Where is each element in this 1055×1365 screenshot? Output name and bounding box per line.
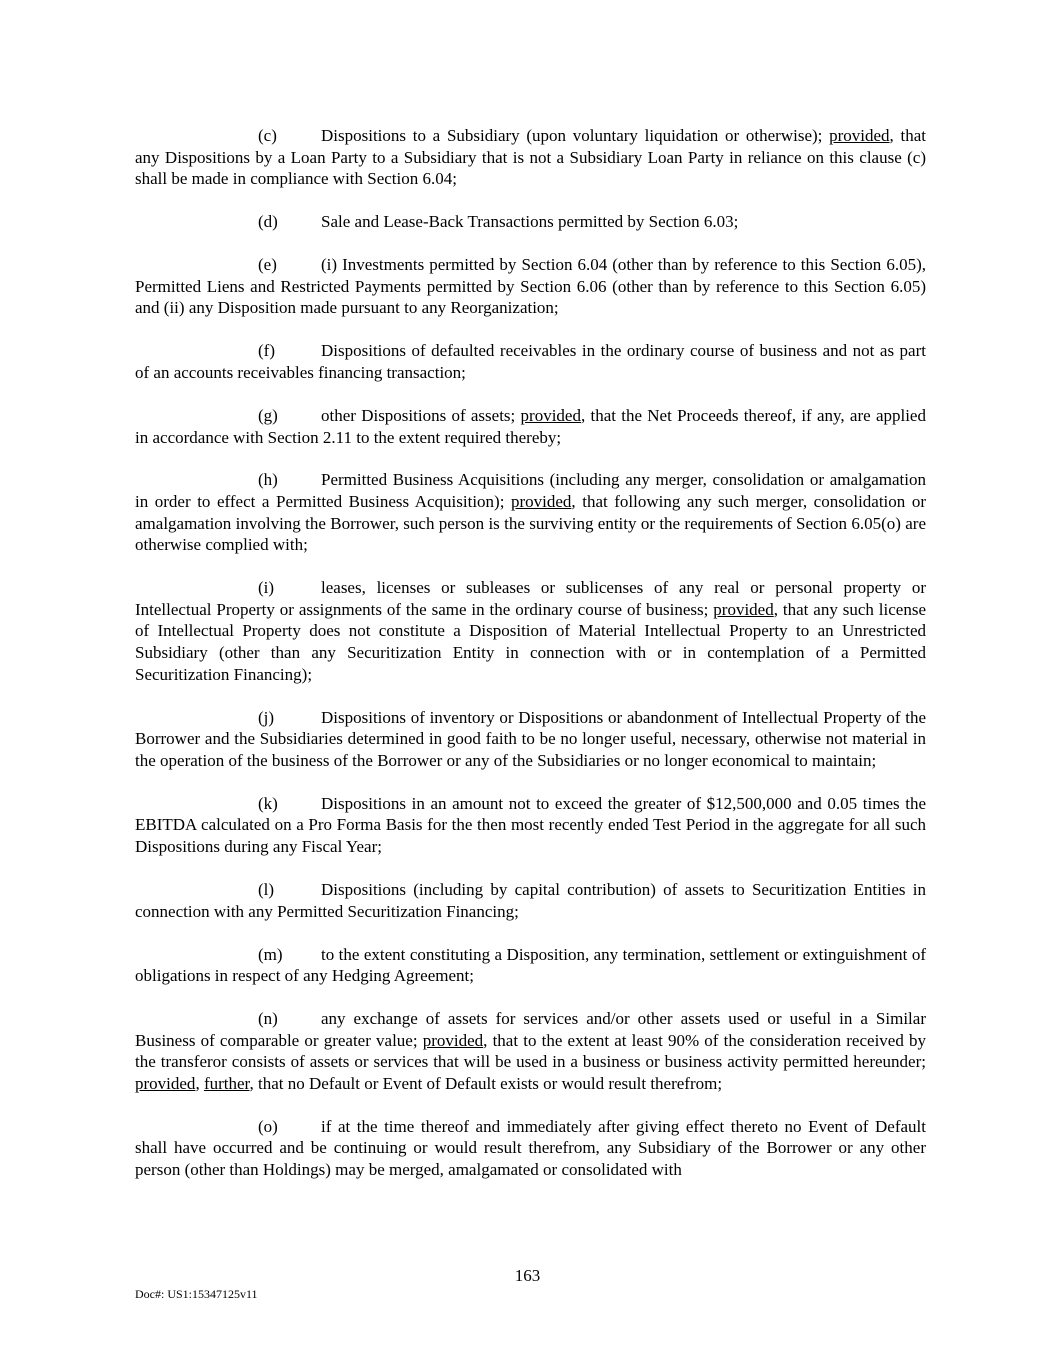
clause-text: Dispositions of defaulted receivables in the ordinary course of business and not as part of an accounts receivables financing transaction;: [135, 341, 926, 382]
clause-label: (k): [258, 793, 278, 813]
clause-text: Dispositions in an amount not to exceed the greater of $12,500,000 and 0.05 times the EBITDA calculated on a Pro Forma Basis for the then most recently ended Test Period in the aggregate for all such Dispositions during any Fiscal Year;: [135, 793, 926, 856]
clause-paragraph: [135, 707, 926, 772]
underlined-term: further: [203, 1073, 250, 1093]
clause-paragraph: [135, 577, 926, 685]
clause-text: Dispositions to a Subsidiary (upon voluntary liquidation or otherwise);: [321, 126, 830, 145]
clause-paragraph: [135, 469, 926, 555]
clause-text: ,: [195, 1073, 204, 1093]
clause-paragraph: [135, 944, 926, 987]
clause-text: (i) Investments permitted by Section 6.04 (other than by reference to this Section 6.05), Permitted Liens and Restricted Payments permitted by Section 6.06 (other than by reference to this Section 6.05) and (ii) any Disposition made pursuant to any Reorganization;: [135, 255, 926, 318]
clause-paragraph: [135, 254, 926, 319]
clause-paragraph: [135, 1008, 926, 1094]
clause-text: , that any Dispositions by a Loan Party to a Subsidiary that is not a Subsidiary Loan Party in reliance on this clause (c) shall be made in compliance with Section 6.04;: [135, 126, 926, 189]
clause-text: leases, licenses or subleases or sublicenses of any real or personal property or Intellectual Property or assignments of the same in the ordinary course of business;: [135, 578, 926, 619]
clause-label: (j): [258, 707, 275, 727]
clause-label: (c): [258, 126, 277, 145]
clause-label: (f): [258, 341, 275, 361]
clause-text: Sale and Lease-Back Transactions permitted by Section 6.03;: [321, 212, 739, 232]
document-body: [135, 125, 926, 1202]
clause-label: (h): [258, 470, 278, 490]
clause-text: Dispositions of inventory or Dispositions or abandonment of Intellectual Property of the Borrower and the Subsidiaries determined in good faith to be no longer useful, necessary, otherwise not material in the operation of the business of the Borrower or any of the Subsidiaries or no longer economical to maintain;: [135, 707, 926, 770]
clause-text: , that no Default or Event of Default exists or would result therefrom;: [249, 1073, 723, 1093]
clause-label: (e): [258, 255, 277, 275]
clause-text: Dispositions (including by capital contribution) of assets to Securitization Entities in connection with any Permitted Securitization Financing;: [135, 879, 926, 921]
clause-paragraph: [135, 211, 926, 233]
clause-label: (d): [258, 212, 278, 232]
underlined-term: provided: [829, 126, 890, 145]
clause-label: (n): [258, 1009, 278, 1029]
clause-paragraph: [135, 793, 926, 858]
document-id: Doc#: US1:15347125v11: [135, 1287, 258, 1301]
underlined-term: provided: [422, 1030, 484, 1050]
underlined-term: provided: [510, 492, 572, 512]
clause-label: (l): [258, 879, 275, 899]
clause-text: any exchange of assets for services and/or other assets used or useful in a Similar Business of comparable or greater value;: [135, 1009, 926, 1050]
clause-text: other Dispositions of assets;: [321, 405, 521, 425]
clause-label: (o): [258, 1116, 278, 1136]
clause-text: Permitted Business Acquisitions (including any merger, consolidation or amalgamation in order to effect a Permitted Business Acquisition);: [135, 470, 926, 512]
clause-text: , that the Net Proceeds thereof, if any, are applied in accordance with Section 2.11 to the extent required thereby;: [135, 405, 926, 447]
clause-label: (i): [258, 578, 275, 598]
underlined-term: provided: [713, 599, 774, 619]
clause-paragraph: [135, 340, 926, 383]
clause-text: if at the time thereof and immediately after giving effect thereto no Event of Default shall have occurred and be continuing or would result therefrom, any Subsidiary of the Borrower or any other person (other than Holdings) may be merged, amalgamated or consolidated with: [135, 1116, 926, 1180]
page-number: 163: [514, 1266, 541, 1285]
clause-paragraph: [135, 125, 926, 190]
clause-label: (m): [258, 944, 283, 964]
clause-label: (g): [258, 405, 278, 425]
clause-paragraph: [135, 1116, 926, 1181]
clause-paragraph: [135, 879, 926, 922]
clause-text: , that to the extent at least 90% of the consideration received by the transferor consists of assets or services that will be used in a business or business activity permitted hereunder;: [135, 1030, 926, 1072]
underlined-term: provided: [135, 1073, 196, 1093]
clause-text: , that any such license of Intellectual Property does not constitute a Disposition of Material Intellectual Property to an Unrestricted Subsidiary (other than any Securitization Entity in connection with or in contemplation of a Permitted Securitization Financing);: [135, 599, 926, 684]
clause-text: to the extent constituting a Disposition, any termination, settlement or extinguishment of obligations in respect of any Hedging Agreement;: [135, 944, 926, 986]
clause-text: , that following any such merger, consolidation or amalgamation involving the Borrower, such person is the surviving entity or the requirements of Section 6.05(o) are otherwise complied with;: [135, 492, 926, 555]
clause-paragraph: [135, 405, 926, 448]
underlined-term: provided: [520, 405, 581, 425]
